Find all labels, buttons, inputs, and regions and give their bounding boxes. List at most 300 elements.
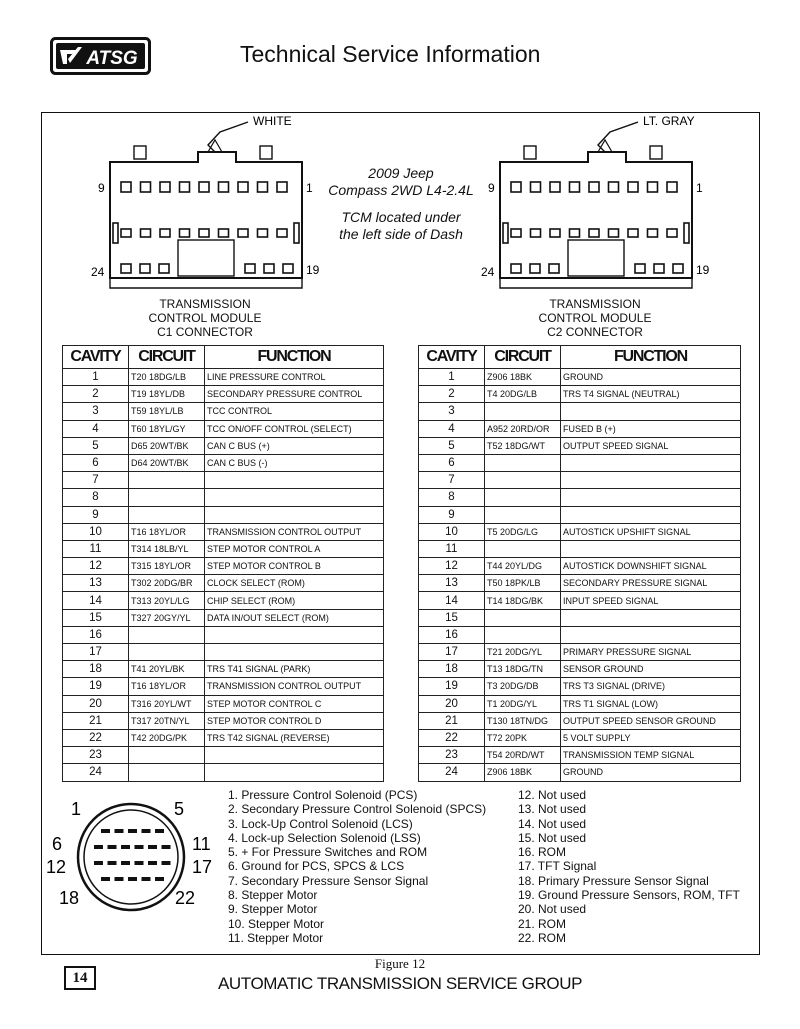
c1-cavity-cell: 24 <box>63 764 129 781</box>
svg-text:24: 24 <box>91 265 105 279</box>
c2-row <box>419 558 741 575</box>
svg-text:12: 12 <box>46 857 67 877</box>
c1-circuit-cell: T42 20DG/PK <box>129 729 205 746</box>
c2-circuit-cell: T72 20PK <box>485 729 561 746</box>
transmission-connector-diagram <box>44 797 224 915</box>
connector-cavity <box>628 182 638 192</box>
connector-cavity <box>141 182 151 192</box>
c2-circuit-cell <box>485 540 561 557</box>
legend-item: 15. Not used <box>518 830 587 845</box>
c2-circuit-cell: T52 18DG/WT <box>485 437 561 454</box>
connector-cavity <box>277 182 287 192</box>
c1-cavity-cell: 20 <box>63 695 129 712</box>
connector-cavity <box>589 229 599 237</box>
c1-cavity-cell: 6 <box>63 454 129 471</box>
legend-item: 2. Secondary Pressure Control Solenoid (SPCS) <box>228 802 487 817</box>
c1-function-cell: STEP MOTOR CONTROL A <box>205 540 384 557</box>
circuit-header: CIRCUIT <box>485 346 561 369</box>
connector-cavity <box>180 182 190 192</box>
c2-function-cell <box>561 626 741 643</box>
c1-circuit-cell <box>129 764 205 781</box>
svg-text:6: 6 <box>52 834 63 854</box>
c1-function-cell: CHIP SELECT (ROM) <box>205 592 384 609</box>
c1-row <box>63 712 384 729</box>
c2-row <box>419 592 741 609</box>
c2-cavity-cell: 17 <box>419 644 485 661</box>
c2-cavity-cell: 1 <box>419 369 485 386</box>
svg-text:19: 19 <box>306 263 320 277</box>
c2-function-cell: TRS T3 SIGNAL (DRIVE) <box>561 678 741 695</box>
c1-circuit-cell <box>129 644 205 661</box>
c1-row <box>63 609 384 626</box>
svg-text:19: 19 <box>696 263 710 277</box>
figure-caption: Figure 12 <box>374 956 426 971</box>
c1-connector-label: TRANSMISSION CONTROL MODULE C1 CONNECTOR <box>148 297 262 339</box>
connector-cavity <box>531 229 541 237</box>
c2-function-cell: INPUT SPEED SIGNAL <box>561 592 741 609</box>
c1-circuit-cell <box>129 489 205 506</box>
c2-function-cell <box>561 472 741 489</box>
c2-row <box>419 437 741 454</box>
c2-row <box>419 626 741 643</box>
connector-cavity <box>511 264 521 273</box>
c1-cavity-cell: 23 <box>63 747 129 764</box>
legend-item: 4. Lock-up Selection Solenoid (LSS) <box>228 830 421 845</box>
c2-color-label: LT. GRAY <box>643 114 695 128</box>
c1-function-cell <box>205 489 384 506</box>
connector-pin <box>148 845 157 849</box>
c1-circuit-cell: T60 18YL/GY <box>129 420 205 437</box>
connector-pin <box>128 877 137 881</box>
svg-text:9: 9 <box>488 181 495 195</box>
c1-row <box>63 575 384 592</box>
c2-circuit-cell <box>485 626 561 643</box>
c2-function-cell: GROUND <box>561 369 741 386</box>
legend-item: 13. Not used <box>518 802 587 817</box>
c1-cavity-cell: 16 <box>63 626 129 643</box>
footer-org: AUTOMATIC TRANSMISSION SERVICE GROUP <box>217 974 583 993</box>
connector-pin <box>162 845 171 849</box>
legend-item: 5. + For Pressure Switches and ROM <box>228 845 428 860</box>
c1-row <box>63 472 384 489</box>
c2-cavity-cell: 12 <box>419 558 485 575</box>
legend-item: 21. ROM <box>518 916 567 931</box>
c1-row <box>63 644 384 661</box>
c2-cavity-cell: 23 <box>419 747 485 764</box>
c2-cavity-cell: 16 <box>419 626 485 643</box>
c2-function-cell: FUSED B (+) <box>561 420 741 437</box>
c2-cavity-cell: 10 <box>419 523 485 540</box>
c1-row <box>63 695 384 712</box>
connector-cavity <box>511 229 521 237</box>
svg-text:1: 1 <box>71 799 82 819</box>
c2-circuit-cell: A952 20RD/OR <box>485 420 561 437</box>
svg-text:1: 1 <box>306 181 313 195</box>
c2-circuit-cell <box>485 609 561 626</box>
legend-item: 14. Not used <box>518 816 587 831</box>
connector-cavity <box>140 264 150 273</box>
c2-circuit-cell <box>485 454 561 471</box>
connector-cavity <box>199 182 209 192</box>
vehicle-note: 2009 Jeep Compass 2WD L4-2.4L TCM located under the left side of Dash <box>328 165 474 242</box>
connector-pin <box>115 829 124 833</box>
c1-function-cell <box>205 506 384 523</box>
c1-cavity-cell: 4 <box>63 420 129 437</box>
c1-cavity-cell: 9 <box>63 506 129 523</box>
c2-row <box>419 403 741 420</box>
c1-row <box>63 454 384 471</box>
c1-row <box>63 747 384 764</box>
c1-cavity-cell: 15 <box>63 609 129 626</box>
c2-circuit-cell: T54 20RD/WT <box>485 747 561 764</box>
c2-circuit-cell <box>485 472 561 489</box>
connector-cavity <box>245 264 255 273</box>
connector-pin <box>121 845 130 849</box>
c1-function-cell: TRANSMISSION CONTROL OUTPUT <box>205 523 384 540</box>
c2-circuit-cell: T130 18TN/DG <box>485 712 561 729</box>
c1-row <box>63 489 384 506</box>
c1-circuit-cell <box>129 747 205 764</box>
c1-row <box>63 437 384 454</box>
connector-pin <box>128 829 137 833</box>
svg-text:17: 17 <box>192 857 213 877</box>
c2-function-cell: SENSOR GROUND <box>561 661 741 678</box>
c2-circuit-cell: T5 20DG/LG <box>485 523 561 540</box>
connector-cavity <box>673 264 683 273</box>
c1-connector-diagram <box>88 112 338 297</box>
c2-function-cell: SECONDARY PRESSURE SIGNAL <box>561 575 741 592</box>
c1-cavity-cell: 12 <box>63 558 129 575</box>
connector-cavity <box>648 182 658 192</box>
c1-circuit-cell: T327 20GY/YL <box>129 609 205 626</box>
c2-row <box>419 386 741 403</box>
c2-cavity-cell: 24 <box>419 764 485 781</box>
c2-circuit-cell: T3 20DG/DB <box>485 678 561 695</box>
legend-item: 9. Stepper Motor <box>228 902 318 917</box>
c2-function-cell <box>561 403 741 420</box>
svg-text:18: 18 <box>59 888 80 908</box>
svg-text:9: 9 <box>98 181 105 195</box>
connector-pin <box>101 829 110 833</box>
connector-cavity <box>258 182 268 192</box>
c1-row <box>63 386 384 403</box>
c2-row <box>419 729 741 746</box>
c1-circuit-cell <box>129 472 205 489</box>
c2-function-cell: AUTOSTICK DOWNSHIFT SIGNAL <box>561 558 741 575</box>
connector-cavity <box>219 182 229 192</box>
c1-cavity-cell: 14 <box>63 592 129 609</box>
c2-cavity-cell: 4 <box>419 420 485 437</box>
c1-circuit-cell: T16 18YL/OR <box>129 523 205 540</box>
c2-row <box>419 489 741 506</box>
legend-item: 18. Primary Pressure Sensor Signal <box>518 873 709 888</box>
c2-row <box>419 764 741 781</box>
c2-function-cell <box>561 454 741 471</box>
connector-cavity <box>550 229 560 237</box>
connector-cavity <box>199 229 209 237</box>
circuit-header: CIRCUIT <box>129 346 205 369</box>
c1-row <box>63 420 384 437</box>
c2-row <box>419 369 741 386</box>
c2-circuit-cell <box>485 506 561 523</box>
legend-item: 20. Not used <box>518 902 587 917</box>
c2-row <box>419 454 741 471</box>
connector-cavity <box>277 229 287 237</box>
connector-cavity <box>238 229 248 237</box>
function-header: FUNCTION <box>561 346 741 369</box>
pin-legend-right <box>518 788 740 945</box>
connector-cavity <box>121 264 131 273</box>
c2-cavity-cell: 20 <box>419 695 485 712</box>
c2-row <box>419 644 741 661</box>
c2-row <box>419 472 741 489</box>
c1-function-cell: TCC CONTROL <box>205 403 384 420</box>
c2-row <box>419 661 741 678</box>
c1-row <box>63 523 384 540</box>
svg-text:22: 22 <box>175 888 196 908</box>
connector-cavity <box>219 229 229 237</box>
c1-cavity-cell: 21 <box>63 712 129 729</box>
c1-circuit-cell: T314 18LB/YL <box>129 540 205 557</box>
svg-text:11: 11 <box>192 834 211 854</box>
c2-row <box>419 506 741 523</box>
connector-cavity <box>549 264 559 273</box>
c2-function-cell: OUTPUT SPEED SIGNAL <box>561 437 741 454</box>
connector-pin <box>108 845 117 849</box>
c1-row <box>63 506 384 523</box>
c1-circuit-cell: T316 20YL/WT <box>129 695 205 712</box>
c1-function-cell: TCC ON/OFF CONTROL (SELECT) <box>205 420 384 437</box>
connector-cavity <box>550 182 560 192</box>
c1-circuit-cell: D65 20WT/BK <box>129 437 205 454</box>
connector-cavity <box>283 264 293 273</box>
c1-function-cell: SECONDARY PRESSURE CONTROL <box>205 386 384 403</box>
c1-function-cell <box>205 626 384 643</box>
c1-color-label: WHITE <box>253 114 292 128</box>
c1-function-cell: STEP MOTOR CONTROL D <box>205 712 384 729</box>
c1-circuit-cell: T16 18YL/OR <box>129 678 205 695</box>
c1-row <box>63 592 384 609</box>
c1-row <box>63 764 384 781</box>
connector-cavity <box>667 182 677 192</box>
connector-cavity <box>628 229 638 237</box>
c2-cavity-cell: 14 <box>419 592 485 609</box>
pin-legend-left <box>228 788 486 945</box>
page-title: Technical Service Information <box>240 41 541 67</box>
c1-cavity-cell: 8 <box>63 489 129 506</box>
svg-text:1: 1 <box>696 181 703 195</box>
c2-cavity-cell: 3 <box>419 403 485 420</box>
connector-pin <box>162 861 171 865</box>
c2-cavity-cell: 9 <box>419 506 485 523</box>
c2-function-cell: PRIMARY PRESSURE SIGNAL <box>561 644 741 661</box>
connector-cavity <box>264 264 274 273</box>
c2-row <box>419 678 741 695</box>
connector-cavity <box>609 229 619 237</box>
connector-cavity <box>530 264 540 273</box>
c2-circuit-cell: T4 20DG/LB <box>485 386 561 403</box>
c2-cavity-cell: 8 <box>419 489 485 506</box>
connector-cavity <box>570 229 580 237</box>
c1-cavity-cell: 1 <box>63 369 129 386</box>
c1-cavity-cell: 2 <box>63 386 129 403</box>
c2-circuit-cell: T14 18DG/BK <box>485 592 561 609</box>
c1-cavity-cell: 5 <box>63 437 129 454</box>
c1-cavity-cell: 13 <box>63 575 129 592</box>
connector-pin <box>148 861 157 865</box>
c2-function-cell: OUTPUT SPEED SENSOR GROUND <box>561 712 741 729</box>
legend-item: 16. ROM <box>518 845 567 860</box>
cavity-header: CAVITY <box>63 346 129 369</box>
c2-row <box>419 695 741 712</box>
c2-function-cell: AUTOSTICK UPSHIFT SIGNAL <box>561 523 741 540</box>
legend-item: 7. Secondary Pressure Sensor Signal <box>228 873 429 888</box>
c2-function-cell: TRS T1 SIGNAL (LOW) <box>561 695 741 712</box>
function-header: FUNCTION <box>205 346 384 369</box>
c2-function-cell: TRS T4 SIGNAL (NEUTRAL) <box>561 386 741 403</box>
legend-item: 1. Pressure Control Solenoid (PCS) <box>228 788 418 802</box>
legend-item: 22. ROM <box>518 930 567 945</box>
c2-cavity-cell: 7 <box>419 472 485 489</box>
c1-row <box>63 558 384 575</box>
c1-circuit-cell: T317 20TN/YL <box>129 712 205 729</box>
c2-circuit-cell <box>485 403 561 420</box>
c1-row <box>63 369 384 386</box>
connector-cavity <box>159 264 169 273</box>
c2-row <box>419 420 741 437</box>
connector-cavity <box>180 229 190 237</box>
c1-function-cell <box>205 764 384 781</box>
svg-text:24: 24 <box>481 265 495 279</box>
c2-cavity-cell: 21 <box>419 712 485 729</box>
c1-row <box>63 661 384 678</box>
connector-cavity <box>654 264 664 273</box>
c2-circuit-cell: T13 18DG/TN <box>485 661 561 678</box>
connector-cavity <box>531 182 541 192</box>
c1-row <box>63 540 384 557</box>
c2-circuit-cell: T21 20DG/YL <box>485 644 561 661</box>
c2-function-cell: GROUND <box>561 764 741 781</box>
c1-circuit-cell: T20 18DG/LB <box>129 369 205 386</box>
c2-circuit-cell: Z906 18BK <box>485 764 561 781</box>
c2-cavity-cell: 18 <box>419 661 485 678</box>
connector-pin <box>135 845 144 849</box>
connector-cavity <box>570 182 580 192</box>
page-number: 14 <box>64 966 96 990</box>
c2-function-cell: TRANSMISSION TEMP SIGNAL <box>561 747 741 764</box>
legend-item: 12. Not used <box>518 788 587 802</box>
c2-circuit-cell: T44 20YL/DG <box>485 558 561 575</box>
connector-pin <box>101 877 110 881</box>
c1-circuit-cell: T315 18YL/OR <box>129 558 205 575</box>
cavity-header: CAVITY <box>419 346 485 369</box>
c2-cavity-cell: 19 <box>419 678 485 695</box>
c2-cavity-cell: 2 <box>419 386 485 403</box>
c2-function-cell <box>561 489 741 506</box>
c1-function-cell: CAN C BUS (+) <box>205 437 384 454</box>
c1-function-cell: STEP MOTOR CONTROL B <box>205 558 384 575</box>
c1-cavity-cell: 11 <box>63 540 129 557</box>
c2-row <box>419 523 741 540</box>
c2-function-cell: 5 VOLT SUPPLY <box>561 729 741 746</box>
c1-function-cell <box>205 472 384 489</box>
connector-pin <box>94 861 103 865</box>
c2-function-cell <box>561 609 741 626</box>
connector-cavity <box>141 229 151 237</box>
connector-pin <box>155 877 164 881</box>
c1-function-cell <box>205 644 384 661</box>
c2-circuit-cell: T50 18PK/LB <box>485 575 561 592</box>
c2-connector-diagram <box>478 112 728 297</box>
legend-item: 6. Ground for PCS, SPCS & LCS <box>228 859 405 874</box>
c1-function-cell: TRS T41 SIGNAL (PARK) <box>205 661 384 678</box>
c1-circuit-cell: T19 18YL/DB <box>129 386 205 403</box>
c1-cavity-cell: 17 <box>63 644 129 661</box>
c1-function-cell: CAN C BUS (-) <box>205 454 384 471</box>
c1-cavity-cell: 7 <box>63 472 129 489</box>
connector-cavity <box>589 182 599 192</box>
c1-row <box>63 678 384 695</box>
c2-circuit-cell: Z906 18BK <box>485 369 561 386</box>
connector-cavity <box>258 229 268 237</box>
connector-pin <box>115 877 124 881</box>
c1-circuit-cell: T313 20YL/LG <box>129 592 205 609</box>
c2-cavity-cell: 6 <box>419 454 485 471</box>
connector-cavity <box>121 182 131 192</box>
legend-item: 17. TFT Signal <box>518 859 597 874</box>
connector-cavity <box>667 229 677 237</box>
connector-cavity <box>609 182 619 192</box>
connector-cavity <box>160 229 170 237</box>
c2-function-cell <box>561 540 741 557</box>
connector-pin <box>142 877 151 881</box>
legend-item: 11. Stepper Motor <box>228 930 324 945</box>
connector-cavity <box>648 229 658 237</box>
c2-cavity-cell: 13 <box>419 575 485 592</box>
c1-cavity-cell: 3 <box>63 403 129 420</box>
atsg-logo <box>50 37 151 75</box>
c2-pinout-table <box>418 345 741 782</box>
c2-row <box>419 609 741 626</box>
svg-text:5: 5 <box>174 799 185 819</box>
connector-pin <box>108 861 117 865</box>
connector-pin <box>142 829 151 833</box>
c2-circuit-cell <box>485 489 561 506</box>
connector-cavity <box>238 182 248 192</box>
c1-function-cell: STEP MOTOR CONTROL C <box>205 695 384 712</box>
connector-cavity <box>511 182 521 192</box>
c1-function-cell: CLOCK SELECT (ROM) <box>205 575 384 592</box>
connector-cavity <box>121 229 131 237</box>
c2-function-cell <box>561 506 741 523</box>
svg-text:ATSG: ATSG <box>86 48 138 69</box>
c1-circuit-cell: D64 20WT/BK <box>129 454 205 471</box>
connector-cavity <box>160 182 170 192</box>
connector-cavity <box>635 264 645 273</box>
c1-cavity-cell: 10 <box>63 523 129 540</box>
c2-row <box>419 747 741 764</box>
legend-item: 3. Lock-Up Control Solenoid (LCS) <box>228 816 413 831</box>
connector-pin <box>155 829 164 833</box>
c1-cavity-cell: 18 <box>63 661 129 678</box>
legend-item: 10. Stepper Motor <box>228 916 325 931</box>
c2-row <box>419 575 741 592</box>
c2-cavity-cell: 15 <box>419 609 485 626</box>
c1-pinout-table <box>62 345 384 782</box>
c1-circuit-cell: T41 20YL/BK <box>129 661 205 678</box>
c1-function-cell: DATA IN/OUT SELECT (ROM) <box>205 609 384 626</box>
c2-circuit-cell: T1 20DG/YL <box>485 695 561 712</box>
